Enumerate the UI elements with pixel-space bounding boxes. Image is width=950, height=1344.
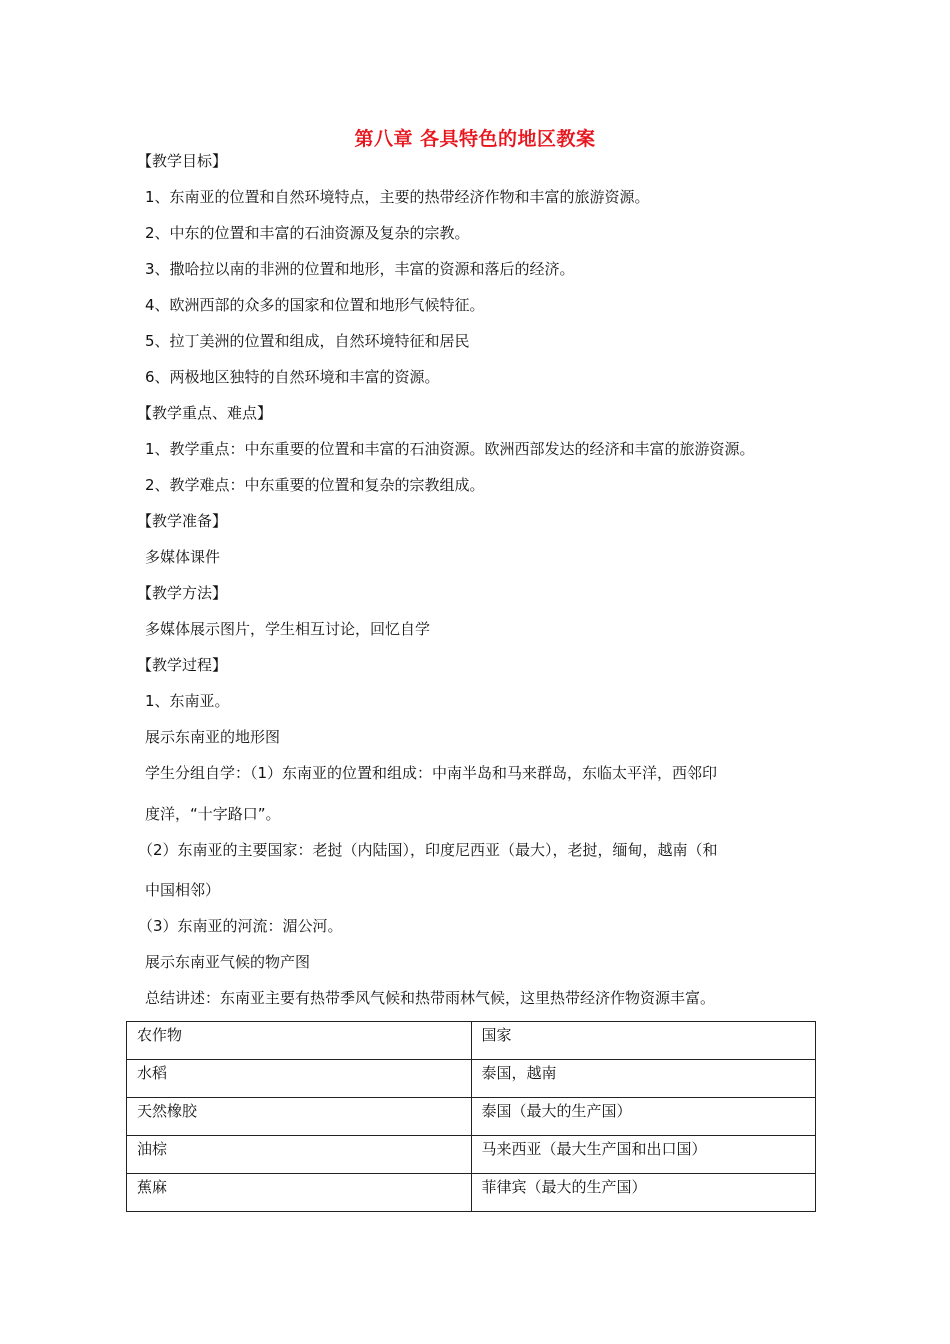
process-line: 学生分组自学：（1）东南亚的位置和组成：中南半岛和马来群岛，东临太平洋，西邻印 — [145, 764, 718, 782]
document-title: 第八章 各具特色的地区教案 — [354, 128, 596, 150]
objective-item: 2、中东的位置和丰富的石油资源及复杂的宗教。 — [145, 224, 470, 242]
process-line: 1、东南亚。 — [145, 692, 230, 710]
process-line: 度洋，“十字路口”。 — [145, 805, 281, 823]
process-line: 展示东南亚的地形图 — [145, 728, 281, 746]
process-line: 展示东南亚气候的物产图 — [145, 953, 311, 971]
process-line: 总结讲述：东南亚主要有热带季风气候和热带雨林气候，这里热带经济作物资源丰富。 — [145, 989, 716, 1007]
process-line: （3）东南亚的河流：湄公河。 — [138, 917, 343, 935]
table-row — [127, 1060, 816, 1098]
table-header-cell: 农作物 — [127, 1022, 472, 1060]
preparation-text: 多媒体课件 — [145, 548, 221, 566]
process-line: （2）东南亚的主要国家：老挝（内陆国），印度尼西亚（最大），老挝，缅甸，越南（和 — [138, 841, 718, 859]
method-text: 多媒体展示图片，学生相互讨论，回忆自学 — [145, 620, 431, 638]
table-row — [127, 1136, 816, 1174]
method-heading: 【教学方法】 — [137, 584, 228, 602]
key-point-item: 2、教学难点：中东重要的位置和复杂的宗教组成。 — [145, 476, 485, 494]
objective-item: 4、欧洲西部的众多的国家和位置和地形气候特征。 — [145, 296, 485, 314]
table-cell: 泰国（最大的生产国） — [471, 1098, 816, 1136]
process-heading: 【教学过程】 — [137, 656, 228, 674]
objective-item: 6、两极地区独特的自然环境和丰富的资源。 — [145, 368, 440, 386]
table-cell: 马来西亚（最大生产国和出口国） — [471, 1136, 816, 1174]
key-point-item: 1、教学重点：中东重要的位置和丰富的石油资源。欧洲西部发达的经济和丰富的旅游资源。 — [145, 440, 755, 458]
table-header-cell: 国家 — [471, 1022, 816, 1060]
table-header-row — [127, 1022, 816, 1060]
objectives-heading: 【教学目标】 — [137, 152, 228, 170]
table-row — [127, 1174, 816, 1212]
objective-item: 3、撒哈拉以南的非洲的位置和地形，丰富的资源和落后的经济。 — [145, 260, 575, 278]
table-row — [127, 1098, 816, 1136]
objective-item: 1、东南亚的位置和自然环境特点，主要的热带经济作物和丰富的旅游资源。 — [145, 188, 650, 206]
table-cell: 油棕 — [127, 1136, 472, 1174]
table-cell: 天然橡胶 — [127, 1098, 472, 1136]
key-points-heading: 【教学重点、难点】 — [137, 404, 273, 422]
preparation-heading: 【教学准备】 — [137, 512, 228, 530]
table-cell: 蕉麻 — [127, 1174, 472, 1212]
table-cell: 菲律宾（最大的生产国） — [471, 1174, 816, 1212]
objective-item: 5、拉丁美洲的位置和组成，自然环境特征和居民 — [145, 332, 470, 350]
process-line: 中国相邻） — [145, 881, 221, 899]
crop-table — [126, 1021, 816, 1212]
table-cell: 水稻 — [127, 1060, 472, 1098]
table-cell: 泰国，越南 — [471, 1060, 816, 1098]
